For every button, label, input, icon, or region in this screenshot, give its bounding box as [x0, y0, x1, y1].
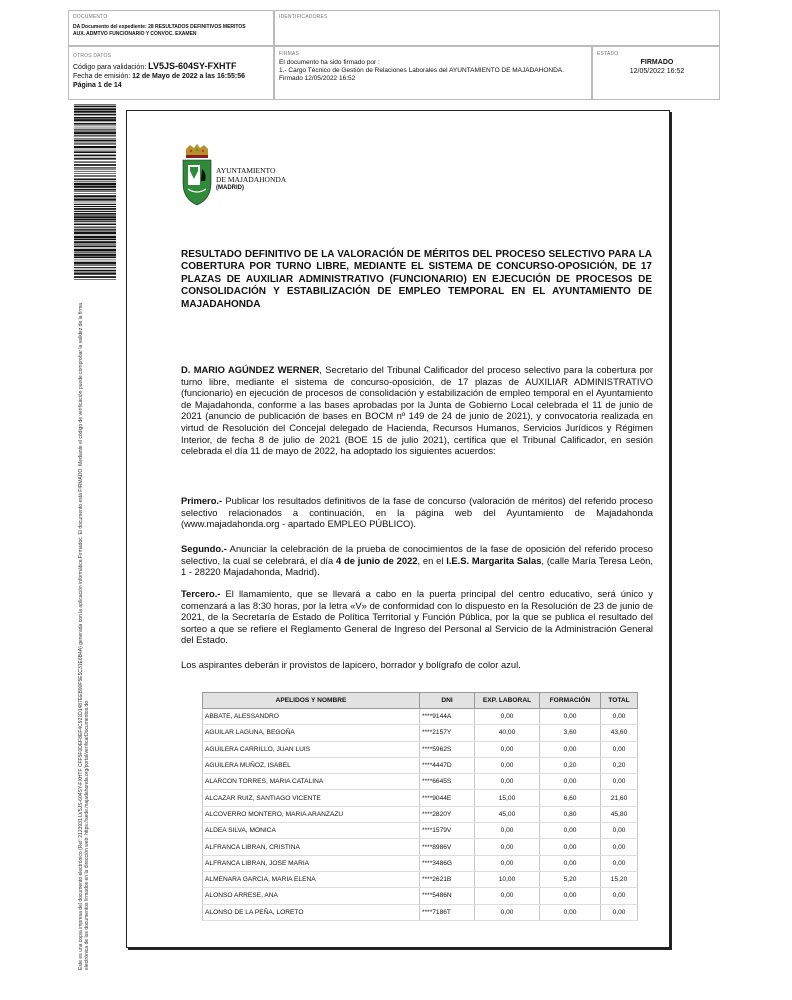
codigo-validacion: [73, 61, 237, 71]
row-exp-laboral: 0,00: [475, 839, 540, 855]
row-formacion: 0,00: [540, 904, 601, 920]
row-name: ALARCON TORRES, MARIA CATALINA: [203, 774, 420, 790]
row-dni: ****5486N: [420, 888, 475, 904]
table-row: [203, 888, 638, 904]
estado-value: FIRMADO: [640, 59, 674, 66]
row-exp-laboral: 45,00: [475, 806, 540, 822]
row-formacion: 6,60: [540, 790, 601, 806]
table-row: [203, 839, 638, 855]
row-exp-laboral: 0,00: [475, 709, 540, 725]
segundo-text2: , en el: [417, 554, 447, 566]
row-exp-laboral: 15,00: [475, 790, 540, 806]
table-row: [203, 904, 638, 920]
firmas-text2: 1.- Cargo Técnico de Gestión de Relaciones Laborales del AYUNTAMIENTO DE MAJADAHONDA. Firmado 12/05/2022 16:52: [279, 67, 564, 82]
row-total: 0,00: [601, 709, 638, 725]
table-row: [203, 709, 638, 725]
primero-paragraph: [181, 495, 653, 530]
row-formacion: 0,00: [540, 774, 601, 790]
table-row: [203, 741, 638, 757]
table-header-row: [203, 693, 638, 709]
header-formacion: FORMACIÓN: [540, 693, 601, 709]
header-total: TOTAL: [601, 693, 638, 709]
segundo-paragraph: [181, 543, 653, 578]
row-name: AGUILAR LAGUNA, BEGOÑA: [203, 725, 420, 741]
table-row: [203, 757, 638, 773]
row-name: ABBATE, ALESSANDRO: [203, 709, 420, 725]
row-name: ALONSO ARRESE, ANA: [203, 888, 420, 904]
tercero-text: El llamamiento, que se llevará a cabo en la puerta principal del centro educativo, será único y comenzará a las 8:30 horas, por la letra «V» de conformidad con lo dispuesto en la Resolución de 23 de junio de 2021, de la Secretaría de Estado de Política Territorial y Función Pública, por la que se publica el resultado del sorteo a que se refiere el Reglamento General de Ingreso del Personal al Servicio de la Administración General del Estado.: [181, 588, 653, 646]
row-exp-laboral: 10,00: [475, 871, 540, 887]
row-dni: ****2820Y: [420, 806, 475, 822]
row-name: ALFRANCA LIBRAN, JOSE MARIA: [203, 855, 420, 871]
documento-text: DA Documento del expediente: 28 RESULTADOS DEFINITIVOS MERITOS AUX. ADMTVO FUNCIONARIO Y CONVOC. EXAMEN: [73, 24, 246, 37]
coat-of-arms-icon: [180, 143, 214, 207]
table-body: [203, 709, 638, 921]
fecha-label: Fecha de emisión:: [73, 73, 131, 80]
codigo-value: LV5JS-604SY-FXHTF: [148, 61, 237, 71]
row-exp-laboral: 0,00: [475, 741, 540, 757]
row-dni: ****6645S: [420, 774, 475, 790]
estado-label: ESTADO: [597, 51, 619, 57]
row-total: 43,60: [601, 725, 638, 741]
side-verification-text: Este es una copia impresa del documento electrónico (Ref: 2123931 LV5JS-604SY-FXHTF CFF5F0DEF8EF4C921D1487EEB90F5E5C31E6B4A) generada con la aplicación informática Firmadoc. El documento está FIRMADO. Mediante el código de verificación puede comprobar la validez de la firma electrónica de los documentos firmados en la dirección web: https://sede.majadahonda.org/portal/verificarDocumentos.do: [78, 302, 90, 970]
row-dni: ****3486G: [420, 855, 475, 871]
results-table: [202, 692, 638, 921]
row-total: 0,00: [601, 839, 638, 855]
header-otros-box: [68, 46, 274, 100]
row-formacion: 0,00: [540, 741, 601, 757]
row-formacion: 0,20: [540, 757, 601, 773]
table-row: [203, 725, 638, 741]
row-formacion: 3,60: [540, 725, 601, 741]
row-dni: ****2621B: [420, 871, 475, 887]
primero-label: Primero.-: [181, 495, 223, 506]
row-name: AGUILERA MUÑOZ, ISABEL: [203, 757, 420, 773]
tercero-label: Tercero.-: [181, 588, 221, 599]
firmas-text1: El documento ha sido firmado por :: [279, 59, 380, 66]
table-row: [203, 871, 638, 887]
row-dni: ****1579V: [420, 823, 475, 839]
fecha-emision: [73, 73, 245, 80]
segundo-label: Segundo.-: [181, 543, 227, 554]
estado-date: 12/05/2022 16:52: [629, 68, 685, 75]
row-formacion: 0,00: [540, 839, 601, 855]
table-row: [203, 806, 638, 822]
row-formacion: 0,00: [540, 888, 601, 904]
logo-line2: DE MAJADAHONDA: [216, 175, 287, 184]
row-dni: ****4447D: [420, 757, 475, 773]
row-dni: ****2157Y: [420, 725, 475, 741]
intro-name: D. MARIO AGÚNDEZ WERNER: [181, 364, 320, 375]
row-exp-laboral: 0,00: [475, 904, 540, 920]
segundo-date: 4 de junio de 2022: [336, 554, 418, 566]
row-dni: ****8986V: [420, 839, 475, 855]
pagina: Página 1 de 14: [73, 82, 122, 89]
row-exp-laboral: 0,00: [475, 888, 540, 904]
intro-paragraph: [181, 364, 653, 457]
row-total: 0,00: [601, 904, 638, 920]
row-name: ALONSO DE LA PEÑA, LORETO: [203, 904, 420, 920]
header-apellidos: APELIDOS Y NOMBRE: [203, 693, 420, 709]
row-exp-laboral: 40,00: [475, 725, 540, 741]
row-dni: ****7186T: [420, 904, 475, 920]
row-total: 45,80: [601, 806, 638, 822]
table-row: [203, 774, 638, 790]
row-dni: ****9144A: [420, 709, 475, 725]
barcode-image: [74, 104, 116, 280]
row-name: ALCOVERRO MONTERO, MARIA ARANZAZU: [203, 806, 420, 822]
row-name: ALCAZAR RUIZ, SANTIAGO VICENTE: [203, 790, 420, 806]
closing-paragraph: Los aspirantes deberán ir provistos de lapicero, borrador y bolígrafo de color azul.: [181, 659, 521, 670]
row-total: 15,20: [601, 871, 638, 887]
row-total: 0,00: [601, 888, 638, 904]
logo-line3: (MADRID): [216, 185, 244, 191]
document-title: RESULTADO DEFINITIVO DE LA VALORACIÓN DE MÉRITOS DEL PROCESO SELECTIVO PARA LA COBERTURA POR TURNO LIBRE, MEDIANTE EL SISTEMA DE CONCURSO-OPOSICIÓN, DE 17 PLAZAS DE AUXILIAR ADMINISTRATIVO (FUNCIONARIO) EN EJECUCIÓN DE PROCESOS DE CONSOLIDACIÓN Y ESTABILIZACIÓN DE EMPLEO TEMPORAL EN EL AYUNTAMIENTO DE MAJADAHONDA: [181, 249, 652, 310]
logo-line1: AYUNTAMIENTO: [216, 166, 276, 175]
row-exp-laboral: 0,00: [475, 823, 540, 839]
otros-datos-label: OTROS DATOS: [73, 53, 112, 59]
row-name: ALFRANCA LIBRAN, CRISTINA: [203, 839, 420, 855]
header-firmas-box: [274, 46, 592, 100]
header-documento-box: [68, 10, 274, 46]
row-total: 0,00: [601, 823, 638, 839]
table-row: [203, 790, 638, 806]
table-row: [203, 823, 638, 839]
row-formacion: 0,00: [540, 823, 601, 839]
row-total: 0,00: [601, 774, 638, 790]
header-estado-box: [592, 46, 720, 100]
identificadores-label: IDENTIFICADORES: [279, 14, 328, 20]
segundo-text3: , (calle María Teresa León, 1 - 28220 Majadahonda, Madrid).: [181, 554, 653, 578]
row-name: AGUILERA CARRILLO, JUAN LUIS: [203, 741, 420, 757]
row-exp-laboral: 0,00: [475, 757, 540, 773]
row-dni: ****5962S: [420, 741, 475, 757]
segundo-place: I.E.S. Margarita Salas: [446, 554, 542, 566]
documento-label: DOCUMENTO: [73, 14, 108, 20]
tercero-paragraph: [181, 588, 653, 646]
primero-text: Publicar los resultados definitivos de la fase de concurso (valoración de méritos) del referido proceso selectivo relacionados a continuación, en la página web del Ayuntamiento de Majadahonda (www.majadahonda.org - apartado EMPLEO PÚBLICO).: [181, 495, 653, 530]
row-formacion: 5,20: [540, 871, 601, 887]
row-exp-laboral: 0,00: [475, 855, 540, 871]
header-dni: DNI: [420, 693, 475, 709]
row-exp-laboral: 0,00: [475, 774, 540, 790]
firmas-label: FIRMAS: [279, 51, 300, 57]
intro-text: , Secretario del Tribunal Calificador del proceso selectivo para la cobertura por turno libre, mediante el sistema de concurso-oposición, de 17 plazas de AUXILIAR ADMINISTRATIVO (funcionario) en ejecución de procesos de consolidación y estabilización de empleo temporal en el Ayuntamiento de Majadahonda, conforme a las bases aprobadas por la Junta de Gobierno Local celebrada el 11 de junio de 2021 (anuncio de publicación de bases en BOCM nº 149 de 24 de junio de 2021), y convocatoria realizada en virtud de Resolución del Concejal delegado de Hacienda, Recursos Humanos, Servicios Jurídicos y Régimen Interior, de fecha 8 de julio de 2021 (BOE 15 de julio 2021), certifica que el Tribunal Calificador, en sesión celebrada el día 11 de mayo de 2022, ha adoptado los siguientes acuerdos:: [181, 364, 653, 457]
row-total: 0,00: [601, 741, 638, 757]
row-formacion: 0,00: [540, 709, 601, 725]
row-dni: ****9044E: [420, 790, 475, 806]
row-name: ALDEA SILVA, MONICA: [203, 823, 420, 839]
row-name: ALMENARA GARCIA, MARIA ELENA: [203, 871, 420, 887]
logo-text: [216, 166, 286, 193]
row-total: 0,20: [601, 757, 638, 773]
row-formacion: 0,00: [540, 855, 601, 871]
row-total: 21,60: [601, 790, 638, 806]
segundo-text1: Anunciar la celebración de la prueba de conocimientos de la fase de oposición del referido proceso selectivo, la cual se celebrará, el día: [181, 543, 653, 566]
table-row: [203, 855, 638, 871]
row-total: 0,00: [601, 855, 638, 871]
fecha-value: 12 de Mayo de 2022 a las 16:55:56: [132, 73, 246, 80]
row-formacion: 0,80: [540, 806, 601, 822]
codigo-label: Código para validación:: [73, 64, 147, 71]
header-identificadores-box: [274, 10, 720, 46]
header-exp-laboral: EXP. LABORAL: [475, 693, 540, 709]
